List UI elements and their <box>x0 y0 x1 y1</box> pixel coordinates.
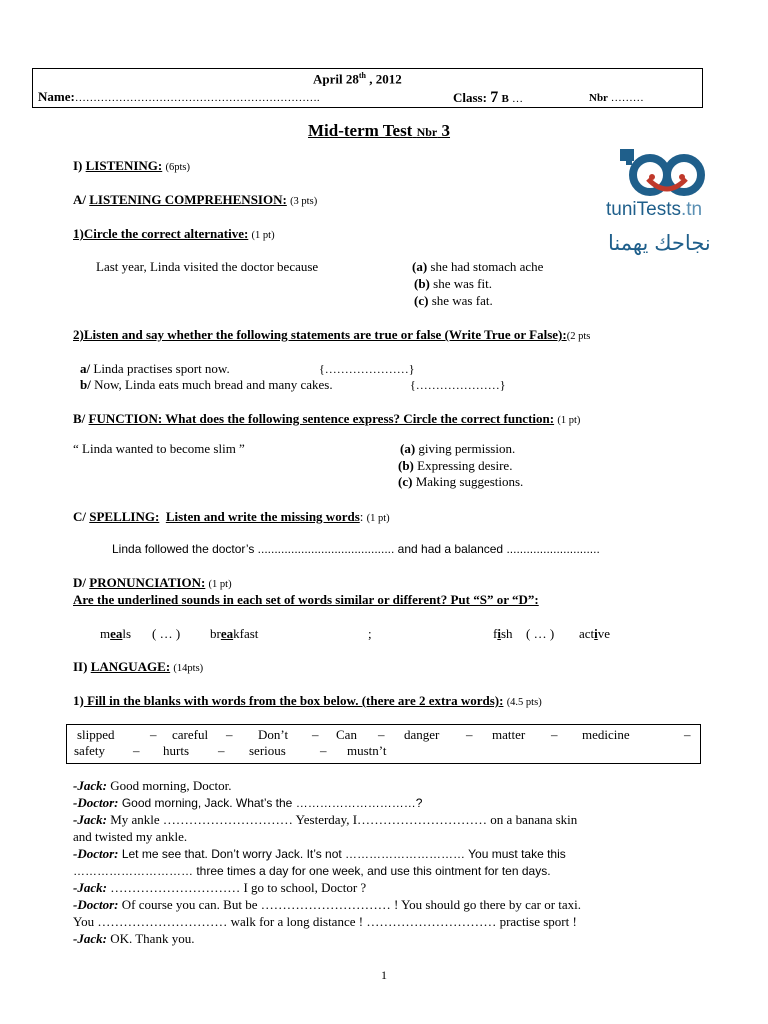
line-text[interactable]: Of course you can. But be ………………………… ! You should go there by car or taxi. <box>118 897 582 912</box>
section-points: (6pts) <box>165 162 190 173</box>
spelling-label: C/ <box>73 509 86 524</box>
line-text[interactable]: Good morning, Jack. What’s the …………………………? <box>118 796 423 810</box>
option-letter: (c) <box>414 293 429 308</box>
dialogue-line <box>73 880 366 896</box>
word-end: ls <box>122 626 132 641</box>
word-underlined: ea <box>110 626 123 641</box>
title-nbr: Nbr <box>416 125 438 139</box>
pronunciation-title: PRONUNCIATION: <box>89 575 206 590</box>
name-label: Name: <box>38 89 75 104</box>
class-label: Class: <box>453 90 487 105</box>
speaker: -Jack: <box>73 931 107 946</box>
q2-answer-a[interactable]: {…………………} <box>319 362 415 376</box>
word-start: act <box>579 626 595 641</box>
word-box-dash: – <box>218 743 225 758</box>
title-main: Mid-term Test <box>308 121 413 140</box>
q1-option-a[interactable] <box>412 259 543 275</box>
word-box-dash: – <box>378 727 385 742</box>
date-text: April 28 <box>313 71 359 87</box>
item-text: Now, Linda eats much bread and many cakes. <box>90 377 333 392</box>
dialogue-line <box>73 778 232 794</box>
word-box-item: danger <box>404 727 440 742</box>
question-number: 1) <box>73 693 84 708</box>
option-text: Making suggestions. <box>412 474 524 489</box>
dialogue-line <box>73 914 577 930</box>
pronunciation-word-breakfast <box>210 626 258 642</box>
word-box-item: matter <box>492 727 526 742</box>
word-box-item: hurts <box>163 743 189 758</box>
page-number: 1 <box>381 968 387 982</box>
pronunciation-word-fish <box>493 626 513 642</box>
line-text: Good morning, Doctor. <box>106 778 232 793</box>
q2-item-a <box>80 361 230 377</box>
pronunciation-question: Are the underlined sounds in each set of words similar or different? Put “S” or “D”: <box>73 592 539 607</box>
spelling-colon: : <box>359 509 364 524</box>
spelling-heading <box>73 509 390 525</box>
speaker: -Jack: <box>73 880 107 895</box>
section-number: I) <box>73 158 83 173</box>
dialogue-line <box>73 846 566 862</box>
spelling-subtitle: Listen and write the missing words <box>165 509 360 524</box>
speaker: -Doctor: <box>73 846 119 861</box>
class-field <box>453 89 523 107</box>
name-blank[interactable]: …………………………………………………………. <box>74 92 320 104</box>
q1-option-b[interactable] <box>414 276 492 292</box>
word-underlined: i <box>594 626 598 641</box>
question-title: Fill in the blanks with words from the box below. (there are 2 extra words): <box>83 693 504 708</box>
section-points: (14pts) <box>173 663 204 674</box>
q2-heading <box>73 327 590 343</box>
q2-answer-b[interactable]: {…………………} <box>410 378 506 392</box>
word-end: sh <box>500 626 513 641</box>
listening-comprehension-heading <box>73 192 317 208</box>
word-box-item: slipped <box>77 727 115 742</box>
word-end: kfast <box>233 626 259 641</box>
word-end: ve <box>597 626 611 641</box>
line-text[interactable]: You ………………………… walk for a long distance ! ………………………… practise sport ! <box>73 914 577 929</box>
dialogue-line <box>73 931 194 947</box>
function-option-c[interactable] <box>398 474 523 490</box>
class-letter: B <box>501 93 509 105</box>
pronunciation-blank-1[interactable]: ( … ) <box>152 626 181 641</box>
function-option-a[interactable] <box>400 441 515 457</box>
option-text: she had stomach ache <box>427 259 544 274</box>
option-letter: (c) <box>398 474 413 489</box>
q2-title: 2)Listen and say whether the following statements are true or false (Write True or False): <box>73 327 567 342</box>
option-letter: (b) <box>414 276 430 291</box>
spelling-sentence[interactable]: Linda followed the doctor’s ......................................... and had a balanced ............................ <box>112 542 600 556</box>
option-text: she was fat. <box>428 293 493 308</box>
speaker: -Doctor: <box>73 897 119 912</box>
option-text: Expressing desire. <box>413 458 513 473</box>
line-text[interactable]: ………………………… three times a day for one week, and use this ointment for ten days. <box>73 864 551 878</box>
class-blank[interactable]: … <box>512 93 524 105</box>
word-box-item: safety <box>74 743 106 758</box>
q1-option-c[interactable] <box>414 293 493 309</box>
nbr-label: Nbr <box>589 92 608 104</box>
subsection-points: (3 pts) <box>290 196 318 207</box>
logo-arabic-slogan: نجاحك يهمنا <box>608 232 711 255</box>
line-text: and twisted my ankle. <box>73 829 188 844</box>
class-number: 7 <box>490 89 499 106</box>
section-number: II) <box>73 659 88 674</box>
test-date <box>313 71 402 87</box>
name-field <box>38 89 320 105</box>
tunitests-logo <box>600 143 744 263</box>
speaker: -Jack: <box>73 812 107 827</box>
function-heading <box>73 411 580 427</box>
section-heading: LISTENING: <box>85 158 163 173</box>
line-text: OK. Thank you. <box>106 931 195 946</box>
word-box-item: mustn’t <box>347 743 387 758</box>
word-box-item: serious <box>249 743 286 758</box>
option-text: giving permission. <box>415 441 516 456</box>
option-letter: (a) <box>400 441 416 456</box>
spelling-title: SPELLING: <box>89 509 160 524</box>
function-sentence: “ Linda wanted to become slim ” <box>73 441 245 456</box>
pronunciation-word-meals <box>100 626 131 642</box>
logo-brand <box>606 199 702 221</box>
word-box-item: Can <box>336 727 357 742</box>
logo-brand-tld: .tn <box>680 199 703 220</box>
q1-heading <box>73 226 275 242</box>
page-title <box>308 121 450 141</box>
item-label: a/ <box>80 361 91 376</box>
function-title: FUNCTION: What does the following sentence express? Circle the correct function: <box>88 411 555 426</box>
logo-brand-name: tuniTests <box>606 199 681 220</box>
word-underlined: i <box>497 626 501 641</box>
line-text[interactable]: ………………………… I go to school, Doctor ? <box>106 880 367 895</box>
q1-stem: Last year, Linda visited the doctor because <box>96 259 319 274</box>
q1-points: (1 pt) <box>251 230 275 241</box>
word-box-dash: – <box>320 743 327 758</box>
word-box-dash: – <box>466 727 473 742</box>
spelling-points: (1 pt) <box>366 513 390 524</box>
subsection-label: A/ <box>73 192 86 207</box>
nbr-field <box>589 92 644 104</box>
line-text[interactable]: My ankle ………………………… Yesterday, I………………………… on a banana skin <box>106 812 578 827</box>
option-letter: (b) <box>398 458 414 473</box>
q2-item-b <box>80 377 333 393</box>
line-text[interactable]: Let me see that. Don’t worry Jack. It’s not ………………………… You must take this <box>118 847 566 861</box>
dialogue-line <box>73 795 422 811</box>
q1-title: 1)Circle the correct alternative: <box>73 226 249 241</box>
pronunciation-label: D/ <box>73 575 86 590</box>
nbr-blank[interactable]: ……… <box>610 92 644 104</box>
question-points: (4.5 pts) <box>506 697 542 708</box>
speaker: -Doctor: <box>73 795 119 810</box>
dialogue-line <box>73 829 187 845</box>
dialogue-line <box>73 897 581 913</box>
pronunciation-points: (1 pt) <box>208 579 232 590</box>
subsection-heading: LISTENING COMPREHENSION: <box>89 192 287 207</box>
section-listening <box>73 158 190 174</box>
date-year: , 2012 <box>366 71 402 87</box>
word-box-item: careful <box>172 727 209 742</box>
function-label: B/ <box>73 411 86 426</box>
word-start: m <box>100 626 111 641</box>
word-box-dash: – <box>150 727 157 742</box>
word-box-dash: – <box>226 727 233 742</box>
function-points: (1 pt) <box>557 415 581 426</box>
pronunciation-heading <box>73 575 232 591</box>
option-text: she was fit. <box>429 276 492 291</box>
dialogue-line <box>73 812 577 828</box>
item-label: b/ <box>80 377 91 392</box>
pronunciation-separator: ; <box>368 626 372 641</box>
item-text: Linda practises sport now. <box>90 361 230 376</box>
word-start: br <box>210 626 221 641</box>
word-box-dash: – <box>551 727 558 742</box>
title-number: 3 <box>441 121 451 140</box>
word-box-dash: – <box>684 727 691 742</box>
word-start: f <box>493 626 498 641</box>
word-box-item: Don’t <box>258 727 289 742</box>
section-language <box>73 659 203 675</box>
function-option-b[interactable] <box>398 458 512 474</box>
word-box-item: medicine <box>582 727 630 742</box>
word-box-dash: – <box>133 743 140 758</box>
pronunciation-word-active <box>579 626 610 642</box>
q2-points: (2 pts <box>566 331 591 342</box>
pronunciation-blank-2[interactable]: ( … ) <box>526 626 555 641</box>
word-box-dash: – <box>312 727 319 742</box>
word-underlined: ea <box>220 626 234 641</box>
section-heading: LANGUAGE: <box>90 659 171 674</box>
dialogue-line <box>73 864 551 878</box>
date-sup: th <box>358 71 366 80</box>
speaker: -Jack: <box>73 778 107 793</box>
option-letter: (a) <box>412 259 428 274</box>
fill-blanks-heading <box>73 693 542 709</box>
